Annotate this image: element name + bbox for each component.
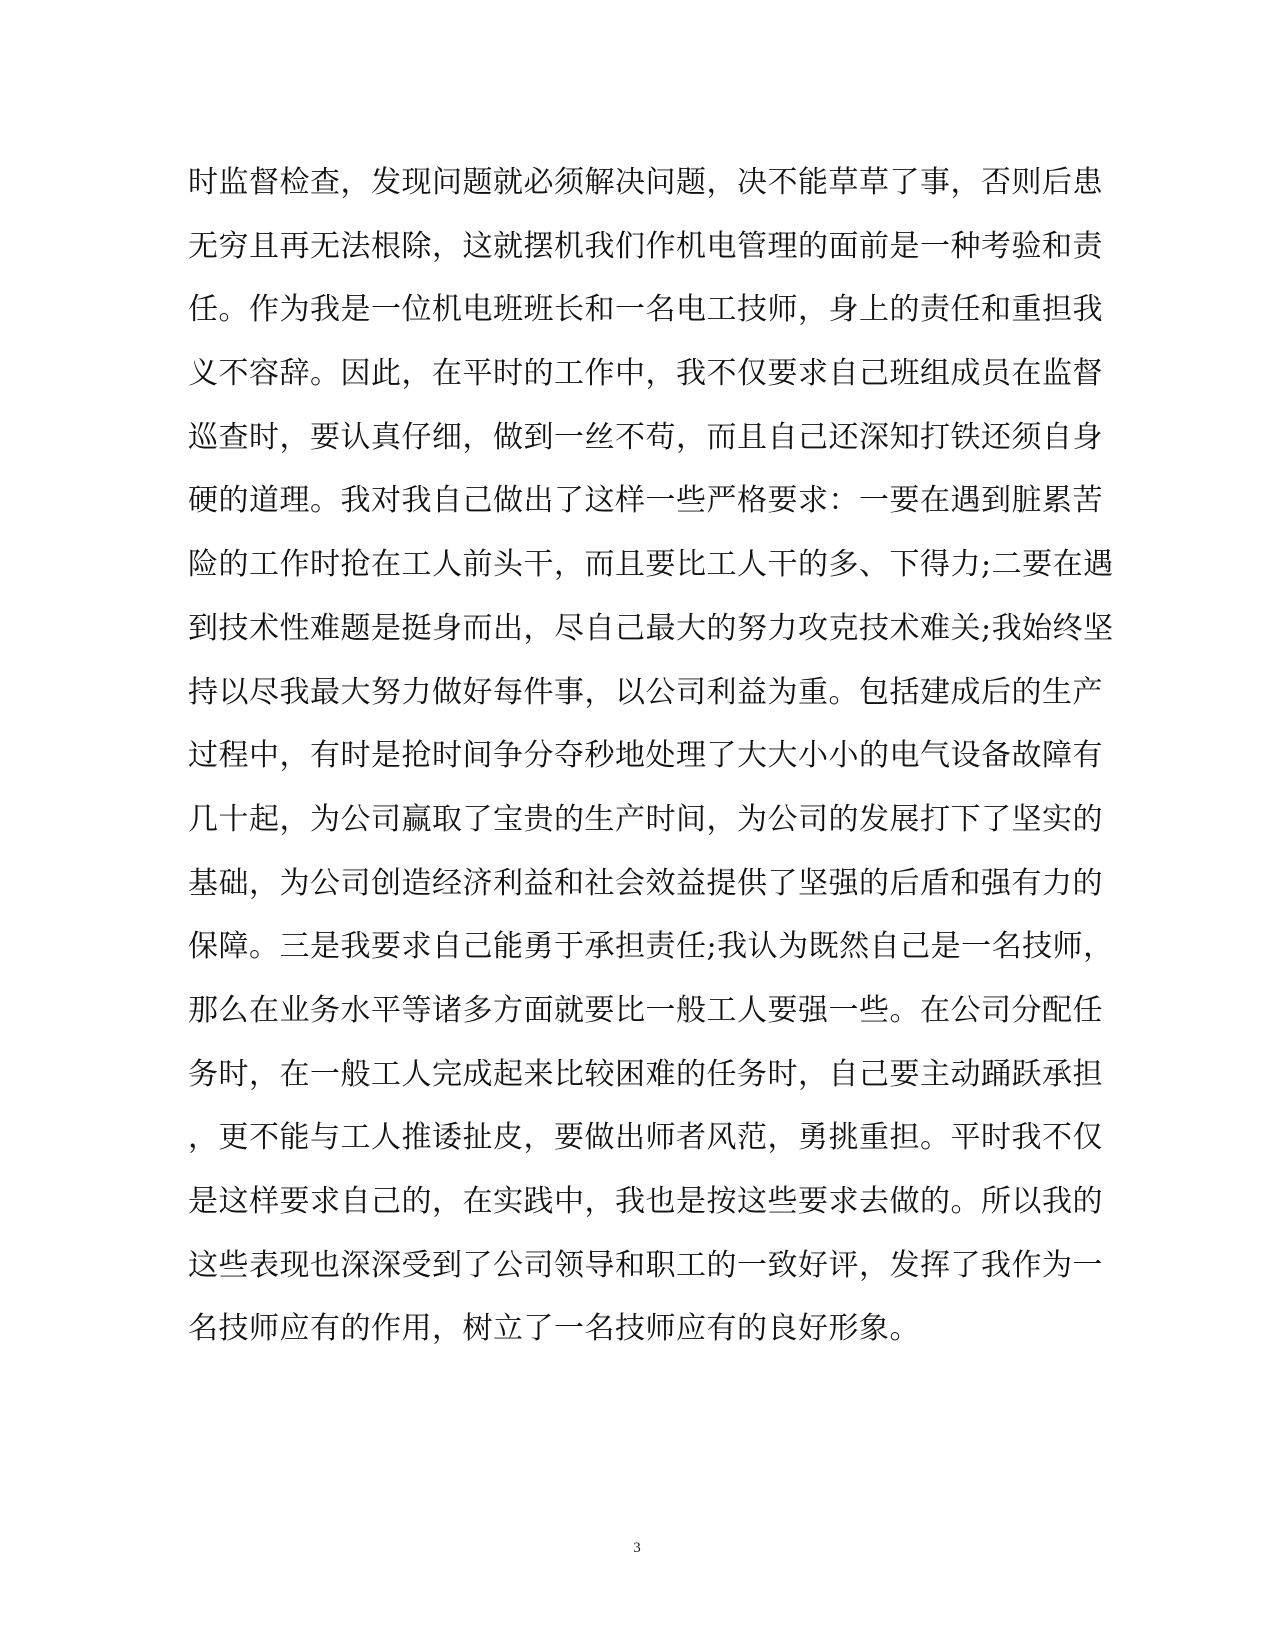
text-line: 保障。三是我要求自己能勇于承担责任;我认为既然自己是一名技师，	[188, 929, 1114, 965]
page-number: 3	[633, 1540, 641, 1556]
text-line: 任。作为我是一位机电班班长和一名电工技师，身上的责任和重担我	[188, 292, 1103, 328]
text-line: 险的工作时抢在工人前头干，而且要比工人干的多、下得力;二要在遇	[188, 547, 1114, 583]
text-line: 过程中，有时是抢时间争分夺秒地处理了大大小小的电气设备故障有	[188, 738, 1103, 774]
text-line: 几十起，为公司赢取了宝贵的生产时间，为公司的发展打下了坚实的	[188, 801, 1103, 837]
text-line: 巡查时，要认真仔细，做到一丝不苟，而且自己还深知打铁还须自身	[188, 419, 1103, 455]
text-line: ，更不能与工人推诿扯皮，要做出师者风范，勇挑重担。平时我不仅	[188, 1120, 1103, 1156]
text-line: 硬的道理。我对我自己做出了这样一些严格要求：一要在遇到脏累苦	[188, 483, 1103, 519]
text-line: 持以尽我最大努力做好每件事，以公司利益为重。包括建成后的生产	[188, 674, 1103, 710]
text-line: 义不容辞。因此，在平时的工作中，我不仅要求自己班组成员在监督	[188, 356, 1103, 392]
text-line: 是这样要求自己的，在实践中，我也是按这些要求去做的。所以我的	[188, 1184, 1103, 1219]
text-line: 基础，为公司创造经济利益和社会效益提供了坚强的后盾和强有力的	[188, 865, 1103, 901]
text-line: 务时，在一般工人完成起来比较困难的任务时，自己要主动踊跃承担	[188, 1056, 1103, 1092]
text-line: 时监督检查，发现问题就必须解决问题，决不能草草了事，否则后患	[188, 165, 1103, 200]
text-line: 无穷且再无法根除，这就摆机我们作机电管理的面前是一种考验和责	[188, 228, 1103, 264]
text-line: 到技术性难题是挺身而出，尽自己最大的努力攻克技术难关;我始终坚	[188, 610, 1114, 646]
body-text	[188, 151, 1114, 1361]
text-line: 这些表现也深深受到了公司领导和职工的一致好评，发挥了我作为一	[188, 1247, 1103, 1283]
text-line: 名技师应有的作用，树立了一名技师应有的良好形象。	[188, 1311, 920, 1347]
text-line: 那么在业务水平等诸多方面就要比一般工人要强一些。在公司分配任	[188, 992, 1103, 1028]
